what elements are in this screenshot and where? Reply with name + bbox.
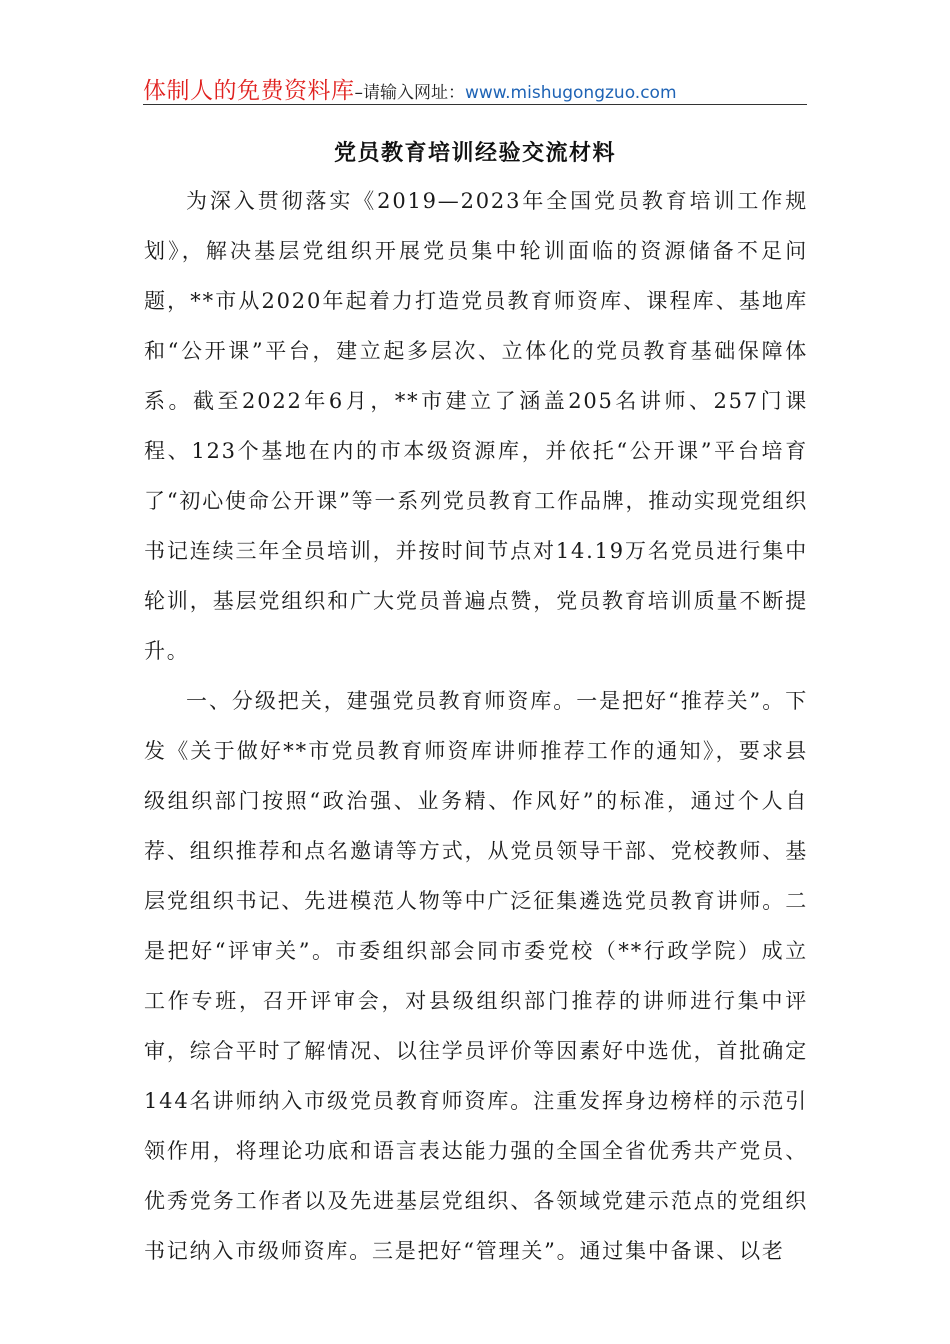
paragraph-section-one: 一、分级把关，建强党员教育师资库。一是把好“推荐关”。下发《关于做好**市党员教育师资库讲师推荐工作的通知》，要求县级组织部门按照“政治强、业务精、作风好”的标准，通过个人自荐、组织推荐和点名邀请等方式，从党员领导干部、党校教师、基层党组织书记、先进模范人物等中广泛征集遴选党员教育讲师。二是把好“评审关”。市委组织部会同市委党校（**行政学院）成立工作专班，召开评审会，对县级组织部门推荐的讲师进行集中评审，综合平时了解情况、以往学员评价等因素好中选优，首批确定144名讲师纳入市级党员教育师资库。注重发挥身边榜样的示范引领作用，将理论功底和语言表达能力强的全国全省优秀共产党员、优秀党务工作者以及先进基层党组织、各领域党建示范点的党组织书记纳入市级师资库。三是把好“管理关”。通过集中备课、以老 (144, 689, 808, 1263)
paragraph-intro: 为深入贯彻落实《2019—2023年全国党员教育培训工作规划》，解决基层党组织开展党员集中轮训面临的资源储备不足问题，**市从2020年起着力打造党员教育师资库、课程库、基地库和“公开课”平台，建立起多层次、立体化的党员教育基础保障体系。截至2022年6月，**市建立了涵盖205名讲师、257门课程、123个基地在内的市本级资源库，并依托“公开课”平台培育了“初心使命公开课”等一系列党员教育工作品牌，推动实现党组织书记连续三年全员培训，并按时间节点对14.19万名党员进行集中轮训，基层党组织和广大党员普遍点赞，党员教育培训质量不断提升。 (144, 189, 808, 663)
header-divider (143, 104, 807, 105)
site-header (143, 72, 807, 104)
site-brand: 体制人的免费资料库 (143, 78, 355, 104)
url-prompt: –请输入网址： (354, 83, 465, 103)
site-url-link[interactable]: www.mishugongzuo.com (465, 83, 677, 103)
document-title: 党员教育培训经验交流材料 (333, 140, 616, 166)
document-body (144, 176, 808, 1276)
